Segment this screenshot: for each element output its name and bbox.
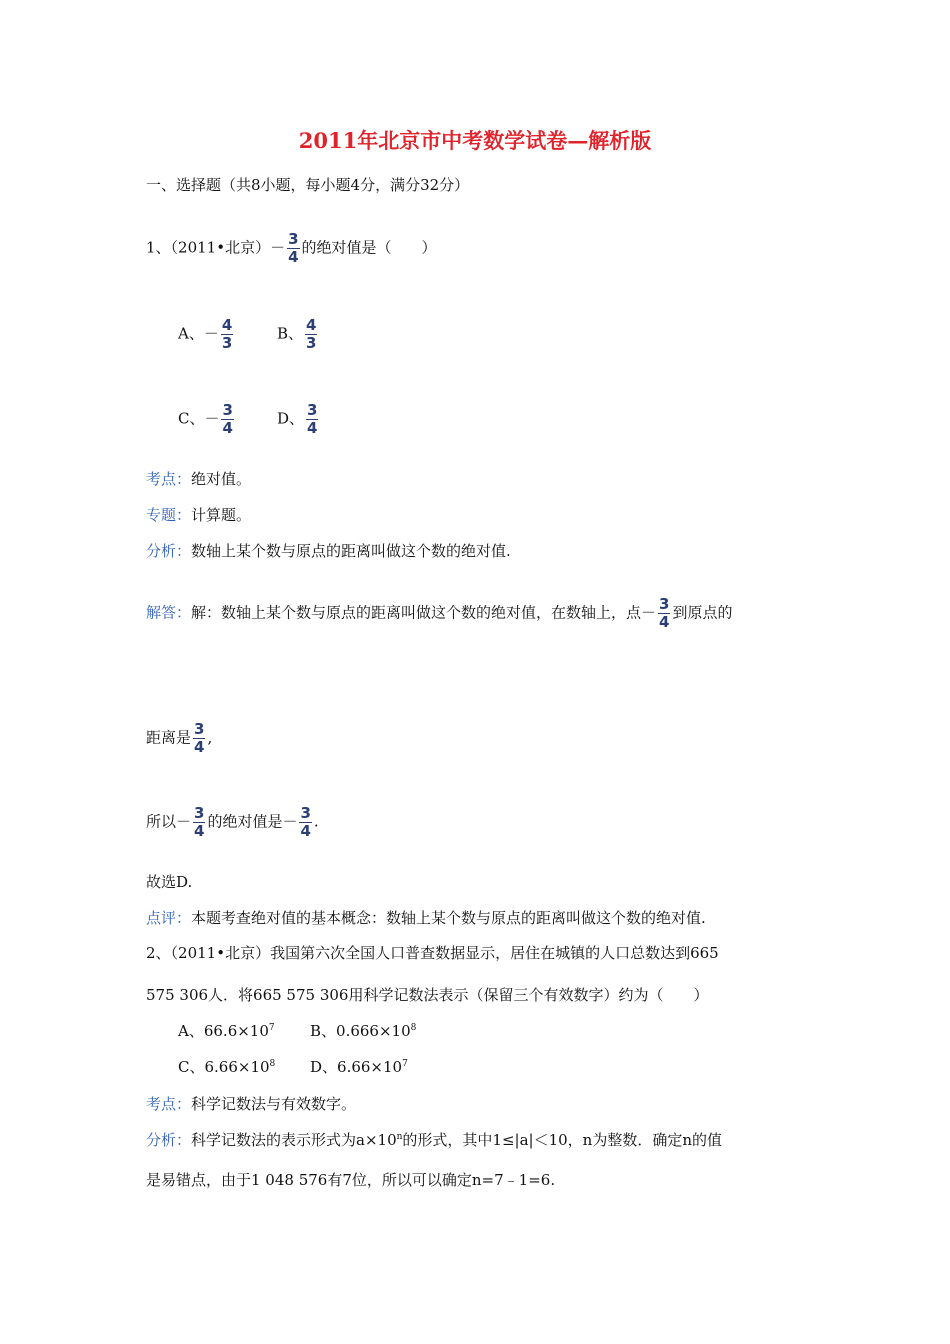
- fenxi-text: 数轴上某个数与原点的距离叫做这个数的绝对值.: [191, 542, 511, 560]
- conclusion-fraction-1: [193, 806, 205, 839]
- q2-option-b: [310, 1024, 416, 1039]
- q1-distance-line: [146, 722, 212, 755]
- option-text: A、66.6×10: [178, 1022, 269, 1040]
- q1-option-a: [178, 318, 235, 351]
- distance-text: 距离是: [146, 728, 192, 747]
- conclusion-text: 所以－: [146, 812, 192, 831]
- fraction-denominator: 4: [288, 248, 299, 266]
- fraction-numerator: 4: [306, 316, 317, 334]
- q1-jieda: [146, 597, 732, 630]
- q2-option-c: [178, 1060, 275, 1075]
- q2-option-d: [310, 1060, 408, 1075]
- fraction-denominator: 4: [300, 822, 311, 840]
- q1-option-d: [277, 403, 320, 436]
- fenxi-label: 分析：: [146, 542, 192, 560]
- dianping-text: 本题考查绝对值的基本概念：数轴上某个数与原点的距离叫做这个数的绝对值.: [191, 909, 706, 927]
- fraction-denominator: 4: [194, 822, 205, 840]
- conclusion-fraction-2: [299, 806, 311, 839]
- q2-fenxi: [146, 1133, 722, 1148]
- q1-stem-prefix: 1、（2011•北京）－: [146, 238, 286, 257]
- option-label: B、: [277, 324, 304, 343]
- fraction-denominator: 4: [307, 419, 318, 437]
- q1-stem-suffix: 的绝对值是（ ）: [301, 238, 437, 257]
- fenxi-label: 分析：: [146, 1131, 192, 1149]
- option-fraction: [305, 318, 317, 351]
- fraction-numerator: 4: [221, 316, 233, 334]
- q1-zhuanti: [146, 508, 251, 523]
- q1-conclusion-line: [146, 806, 319, 839]
- option-label: A、－: [178, 324, 219, 343]
- conclusion-text-mid: 的绝对值是－: [207, 812, 298, 831]
- jieda-fraction: [658, 597, 670, 630]
- fraction-numerator: 3: [288, 230, 299, 248]
- kaodian-label: 考点：: [146, 470, 192, 488]
- q1-stem-fraction: [287, 232, 299, 265]
- conclusion-end: .: [313, 812, 319, 831]
- option-text: B、0.666×10: [310, 1022, 411, 1040]
- kaodian-text: 科学记数法与有效数字。: [191, 1095, 357, 1113]
- q1-stem: [146, 232, 437, 265]
- fraction-denominator: 3: [221, 334, 233, 352]
- option-exponent: 7: [268, 1023, 275, 1033]
- q2-fenxi-line2: 是易错点，由于1 048 576有7位，所以可以确定n=7﹣1=6.: [146, 1171, 556, 1189]
- fenxi-text-cont: 的形式，其中1≤|a|＜10，n为整数．确定n的值: [402, 1131, 722, 1149]
- zhuanti-text: 计算题。: [191, 506, 252, 524]
- distance-end: ,: [207, 728, 213, 747]
- fraction-denominator: 4: [222, 419, 233, 437]
- fraction-numerator: 3: [222, 401, 233, 419]
- fraction-denominator: 4: [659, 613, 670, 631]
- q1-fenxi: [146, 544, 511, 559]
- section-heading: 一、选择题（共8小题，每小题4分，满分32分）: [146, 176, 470, 194]
- option-fraction: [221, 403, 233, 436]
- q2-option-a: [178, 1024, 275, 1039]
- kaodian-label: 考点：: [146, 1095, 192, 1113]
- document-title: 2011年北京市中考数学试卷—解析版: [298, 128, 652, 153]
- q2-stem-line1: 2、（2011•北京）我国第六次全国人口普查数据显示，居住在城镇的人口总数达到665: [146, 944, 719, 962]
- option-exponent: 8: [410, 1023, 417, 1033]
- jieda-label: 解答：: [146, 603, 192, 622]
- option-fraction: [306, 403, 318, 436]
- fraction-denominator: 4: [194, 738, 205, 756]
- fraction-numerator: 3: [659, 595, 670, 613]
- option-label: C、－: [178, 409, 220, 428]
- fenxi-text: 科学记数法的表示形式为a×10: [191, 1131, 397, 1149]
- dianping-label: 点评：: [146, 909, 192, 927]
- q1-answer: 故选D.: [146, 873, 193, 891]
- fenxi-exponent: n: [396, 1132, 403, 1142]
- fraction-numerator: 3: [194, 720, 205, 738]
- fraction-numerator: 3: [194, 804, 205, 822]
- kaodian-text: 绝对值。: [191, 470, 252, 488]
- q1-option-c: [178, 403, 236, 436]
- option-label: D、: [277, 409, 305, 428]
- q2-stem-line2: 575 306人．将665 575 306用科学记数法表示（保留三个有效数字）约为（ ）: [146, 986, 709, 1004]
- q1-dianping: [146, 911, 706, 926]
- zhuanti-label: 专题：: [146, 506, 192, 524]
- jieda-text-end: 到原点的: [672, 603, 733, 622]
- q2-kaodian: [146, 1097, 356, 1112]
- option-text: C、6.66×10: [178, 1058, 270, 1076]
- q1-kaodian: [146, 472, 251, 487]
- fraction-denominator: 3: [306, 334, 317, 352]
- option-exponent: 8: [269, 1059, 276, 1069]
- jieda-text: 解：数轴上某个数与原点的距离叫做这个数的绝对值，在数轴上，点－: [191, 603, 657, 622]
- fraction-numerator: 3: [307, 401, 318, 419]
- q1-option-b: [277, 318, 319, 351]
- fraction-numerator: 3: [300, 804, 311, 822]
- option-exponent: 7: [402, 1059, 408, 1069]
- option-text: D、6.66×10: [310, 1058, 403, 1076]
- option-fraction: [221, 318, 233, 351]
- distance-fraction: [193, 722, 205, 755]
